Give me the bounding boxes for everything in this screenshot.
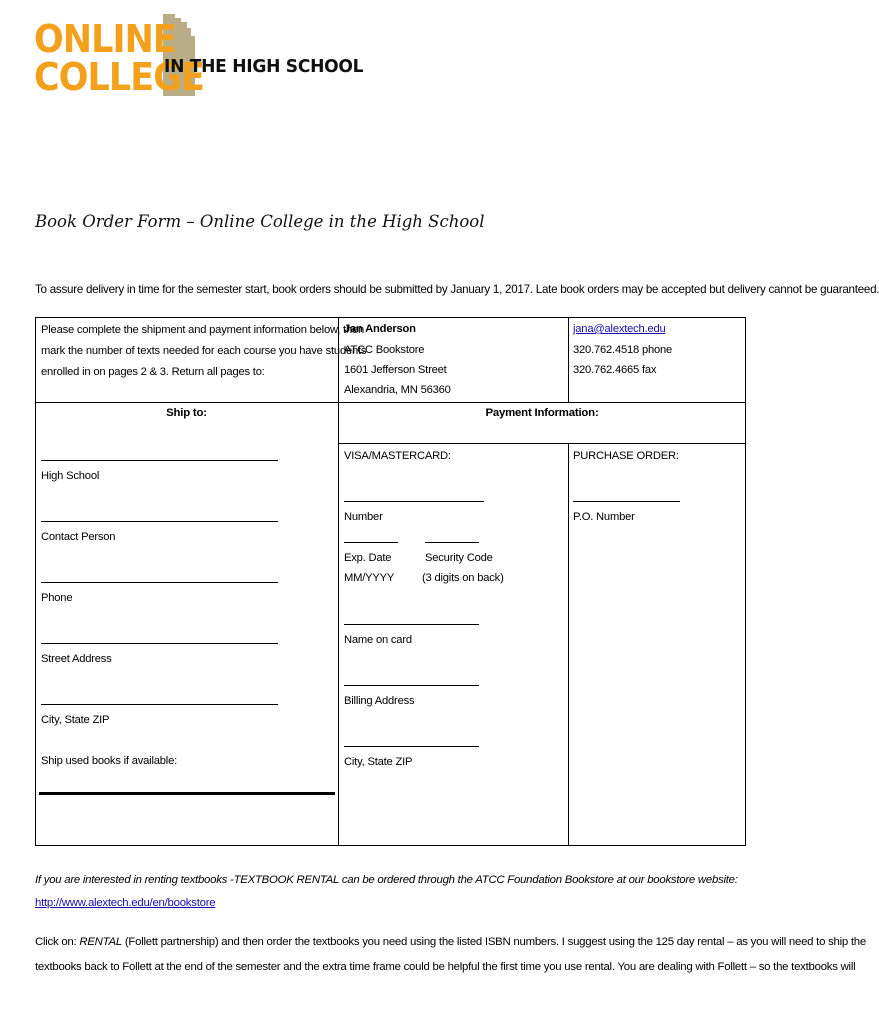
street-address-label: Street Address xyxy=(41,653,112,665)
payment-heading: Payment Information: xyxy=(485,407,599,419)
visa-mastercard-label: VISA/MASTERCARD: xyxy=(344,450,451,462)
exp-date-input-line[interactable] xyxy=(344,542,398,543)
name-on-card-label: Name on card xyxy=(344,634,412,646)
logo-tagline: IN THE HIGH SCHOOL xyxy=(164,56,364,77)
instructions-line-3: enrolled in on pages 2 & 3. Return all pages to: xyxy=(41,366,265,378)
order-form-table xyxy=(35,317,746,846)
city-state-zip-input-line[interactable] xyxy=(41,704,278,705)
click-on-label: Click on: xyxy=(35,936,77,948)
high-school-input-line[interactable] xyxy=(41,460,278,461)
billing-address-input-line[interactable] xyxy=(344,685,479,686)
purchase-order-label: PURCHASE ORDER: xyxy=(573,450,679,462)
instructions-line-2: mark the number of texts needed for each course you have students xyxy=(41,345,367,357)
contact-phone: 320.762.4518 phone xyxy=(573,344,673,356)
rental-word: RENTAL xyxy=(79,936,122,948)
contact-fax: 320.762.4665 fax xyxy=(573,364,657,376)
billing-city-state-zip-input-line[interactable] xyxy=(344,746,479,747)
phone-input-line[interactable] xyxy=(41,582,278,583)
phone-label: Phone xyxy=(41,592,73,604)
contact-person-label: Contact Person xyxy=(41,531,116,543)
security-code-input-line[interactable] xyxy=(425,542,479,543)
exp-date-format: MM/YYYY xyxy=(344,572,395,584)
contact-person-input-line[interactable] xyxy=(41,521,278,522)
logo-word-online: ONLINE xyxy=(34,17,176,61)
instructions-line-1: Please complete the shipment and payment information below, then xyxy=(41,324,365,336)
click-on-paragraph-line-2: textbooks back to Follett at the end of the semester and the extra time frame could be helpful the first time you use rental. You are dealing with Follett – so the textbooks will xyxy=(35,961,856,973)
street-address-input-line[interactable] xyxy=(41,643,278,644)
po-number-input-line[interactable] xyxy=(573,501,680,502)
billing-city-state-zip-label: City, State ZIP xyxy=(344,756,413,768)
rental-info-text: If you are interested in renting textbooks -TEXTBOOK RENTAL can be ordered through the ATCC Foundation Bookstore at our bookstore website: xyxy=(35,874,738,886)
po-number-label: P.O. Number xyxy=(573,511,635,523)
bookstore-url-link[interactable]: http://www.alextech.edu/en/bookstore xyxy=(35,897,216,909)
address-line-3: Alexandria, MN 56360 xyxy=(344,384,451,396)
address-line-1: ATCC Bookstore xyxy=(344,344,425,356)
address-line-2: 1601 Jefferson Street xyxy=(344,364,447,376)
form-title: Book Order Form – Online College in the High School xyxy=(35,212,485,231)
click-on-paragraph-line-1 xyxy=(35,936,866,948)
security-code-hint: (3 digits on back) xyxy=(422,572,504,584)
city-state-zip-label: City, State ZIP xyxy=(41,714,110,726)
ship-to-heading: Ship to: xyxy=(166,407,207,419)
logo-word-college: COLLEGE xyxy=(34,55,204,99)
used-books-label: Ship used books if available: xyxy=(41,755,177,767)
click-on-rest: (Follett partnership) and then order the textbooks you need using the listed ISBN numbers. I suggest using the 125 day rental – as you will need to ship the xyxy=(124,936,866,948)
name-on-card-input-line[interactable] xyxy=(344,624,479,625)
billing-address-label: Billing Address xyxy=(344,695,415,707)
used-books-answer-line[interactable] xyxy=(39,792,335,795)
contact-email-link[interactable]: jana@alextech.edu xyxy=(573,323,666,335)
card-number-label: Number xyxy=(344,511,383,523)
contact-name: Jan Anderson xyxy=(344,323,416,335)
high-school-label: High School xyxy=(41,470,100,482)
exp-date-label: Exp. Date xyxy=(344,552,392,564)
security-code-label: Security Code xyxy=(425,552,493,564)
intro-text: To assure delivery in time for the semester start, book orders should be submitted by January 1, 2017. Late book orders may be accepted but delivery cannot be guaranteed. xyxy=(35,283,879,296)
card-number-input-line[interactable] xyxy=(344,501,484,502)
online-college-logo xyxy=(34,14,364,100)
